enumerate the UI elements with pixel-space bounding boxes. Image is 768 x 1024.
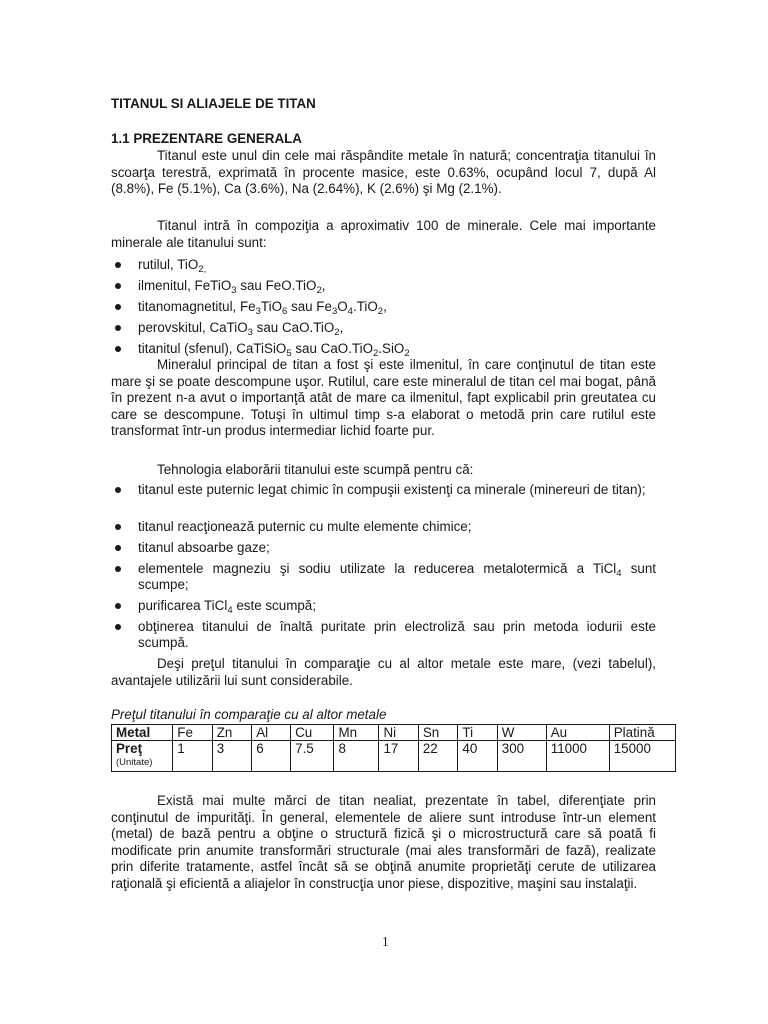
table-cell: 8 [334, 741, 379, 772]
minerals-list [111, 257, 656, 359]
list-item: obţinerea titanului de înaltă puritate prin electroliză sau prin metoda iodurii este scumpă. [111, 619, 656, 651]
table-cell: Platină [609, 725, 675, 741]
table-cell: Al [252, 725, 291, 741]
bullet-icon [115, 566, 121, 572]
bullet-icon [115, 524, 121, 530]
page-number: 1 [382, 934, 389, 949]
table-cell: Cu [291, 725, 334, 741]
list-item: perovskitul, CaTiO$_3$ sau CaO.TiO$_2$, [111, 320, 656, 341]
table-row [112, 725, 676, 741]
table-cell: 6 [252, 741, 291, 772]
list-item: titanul este puternic legat chimic în compuşii existenţi ca minerale (minereuri de titan); [111, 482, 656, 519]
bullet-icon [115, 304, 121, 310]
table-cell: 1 [173, 741, 212, 772]
list-item: titanomagnetitul, $Fe_3TiO_6$ sau $Fe_3O_4.TiO_2$, [111, 299, 656, 320]
bullet-icon [115, 325, 121, 331]
table-cell: Sn [418, 725, 458, 741]
table-cell: W [497, 725, 546, 741]
table-cell: Ni [379, 725, 418, 741]
table-cell: 40 [458, 741, 497, 772]
bullet-icon [115, 346, 121, 352]
paragraph-minerals-intro: Titanul intră în compoziţia a aproximativ 100 de minerale. Cele mai importante minerale ale titanului sunt: [111, 218, 656, 250]
table-header-price: Preţ (Unitate) [112, 741, 173, 772]
table-cell: Au [546, 725, 609, 741]
list-item: purificarea TiCl$_4$ este scumpă; [111, 598, 656, 619]
table-cell: 3 [212, 741, 251, 772]
table-cell: Fe [173, 725, 212, 741]
list-item: titanul absoarbe gaze; [111, 540, 656, 561]
table-cell: Mn [334, 725, 379, 741]
table-cell: Zn [212, 725, 251, 741]
bullet-icon [115, 624, 121, 630]
table-cell: 15000 [609, 741, 675, 772]
paragraph-intro: Titanul este unul din cele mai răspândite metale în natură; concentraţia titanului în scoarţa terestră, exprimată în procente masice, este 0.63%, ocupând locul 7, după Al (8.8%), Fe (5.1%), Ca (3.6%), Na (2.64%), K (2.6%) şi Mg (2.1%). [111, 148, 656, 197]
bullet-icon [115, 603, 121, 609]
reasons-list [111, 482, 656, 651]
bullet-icon [115, 283, 121, 289]
table-header-metal: Metal [112, 725, 173, 741]
table-cell: 22 [418, 741, 458, 772]
table-cell: Ti [458, 725, 497, 741]
table-cell: 11000 [546, 741, 609, 772]
list-item: elementele magneziu şi sodiu utilizate la reducerea metalotermică a TiCl$_4$ sunt scumpe; [111, 561, 656, 598]
table-row [112, 741, 676, 772]
table-cell: 17 [379, 741, 418, 772]
table-caption: Preţul titanului în comparaţie cu al altor metale [111, 707, 387, 722]
table-cell: 7.5 [291, 741, 334, 772]
price-table [111, 724, 676, 772]
paragraph-price: Deşi preţul titanului în comparaţie cu al altor metale este mare, (vezi tabelul), avantajele utilizării lui sunt considerabile. [111, 656, 656, 688]
bullet-icon [115, 487, 121, 493]
list-item: rutilul, TiO$_{2,}$ [111, 257, 656, 278]
paragraph-technology-intro: Tehnologia elaborării titanului este scumpă pentru că: [157, 462, 474, 477]
section-heading: 1.1 PREZENTARE GENERALA [111, 131, 302, 146]
table-cell: 300 [497, 741, 546, 772]
bullet-icon [115, 545, 121, 551]
bullet-icon [115, 262, 121, 268]
paragraph-ilmenite: Mineralul principal de titan a fost şi este ilmenitul, în care conţinutul de titan este mare şi se poate descompune uşor. Rutilul, care este mineralul de titan cel mai bogat, până în prezent n-a avut o importanţă atât de mare ca ilmenitul, fapt explicabil prin greutatea cu care se descompune. Totuşi în ultimul timp s-a elaborat o metodă prin care rutilul este transformat într-un produs intermediar lichid foarte pur. [111, 357, 656, 439]
list-item: ilmenitul, FeTiO$_3$ sau FeO.TiO$_2$, [111, 278, 656, 299]
list-item: titanitul (sfenul), CaTiSiO$_5$ sau CaO.TiO$_2$.SiO$_2$ [111, 341, 656, 359]
list-item: titanul reacţionează puternic cu multe elemente chimice; [111, 519, 656, 540]
document-title: TITANUL SI ALIAJELE DE TITAN [111, 96, 316, 111]
paragraph-alloying: Există mai multe mărci de titan nealiat, prezentate în tabel, diferenţiate prin conţinutul de impurităţi. În general, elementele de aliere sunt introduse într-un element (metal) de bază pentru a obţine o structură fizică şi o microstructură care să poată fi modificate prin anumite transformări structurale (mai ales transformări de fază), realizate prin diferite tratamente, astfel încât să se obţină anumite proprietăţi cerute de utilizarea raţională şi eficientă a aliajelor în construcţia unor piese, dispozitive, maşini sau instalaţii. [111, 793, 656, 891]
